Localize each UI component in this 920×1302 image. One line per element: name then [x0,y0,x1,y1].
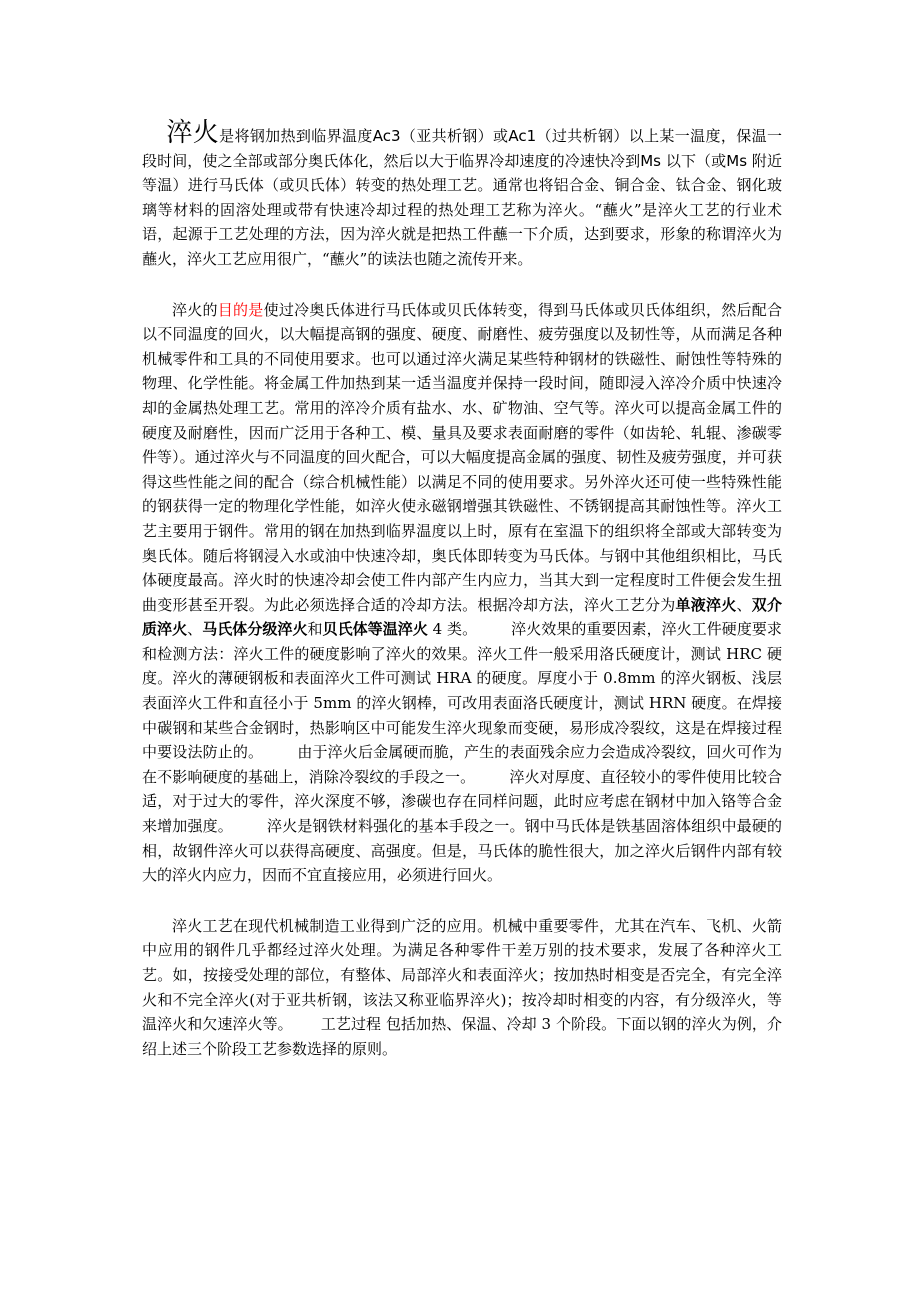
separator: 和 [307,620,323,639]
paragraph-purpose [142,298,782,888]
document-page [142,118,782,1061]
term-ac1: Ac1 [508,127,537,145]
separator: 、 [187,620,203,639]
text-run: 淬火工艺在现代机械制造工业得到广泛的应用。机械中重要零件，尤其在汽车、飞机、火箭中应用的钢件几乎都经过淬火处理。为满足各种零件干差万别的技术要求，发展了各种淬火工艺。如，按接受处理的部位，有整体、局部淬火和表面淬火；按加热时相变是否完全，有完全淬火和不完全淬火(对于亚共析钢，该法又称亚临界淬火)；按冷却时相变的内容，有分级淬火，等温淬火和欠速淬火等。 [142,916,782,1034]
bold-method: 贝氏体等温淬火 [322,620,428,639]
separator: 、 [736,595,752,614]
text-run: 工艺过程 包括加热、保温、冷却 3 个阶段。下面以钢的淬火为例，介绍上述三个阶段工艺参数选择的原则。 [142,1015,782,1058]
text-run: 淬火对厚度、直径较小的零件使用比较合适，对于过大的零件，淬火深度不够，渗碳也存在同样问题，此时应考虑在钢材中加入铬等合金来增加强度。 [142,767,782,836]
text-run: 使过冷奥氏体进行马氏体或贝氏体转变，得到马氏体或贝氏体组织，然后配合以不同温度的回火，以大幅提高钢的强度、硬度、耐磨性、疲劳强度以及韧性等，从而满足各种机械零件和工具的不同使用要求。也可以通过淬火满足某些特种钢材的铁磁性、耐蚀性等特殊的物理、化学性能。将金属工件加热到某一适当温度并保持一段时间，随即浸入淬冷介质中快速冷却的金属热处理工艺。常用的淬冷介质有盐水、水、矿物油、空气等。淬火可以提高金属工件的硬度及耐磨性，因而广泛用于各种工、模、量具及要求表面耐磨的零件（如齿轮、轧辊、渗碳零件等）。通过淬火与不同温度的回火配合，可以大幅度提高金属的强度、韧性及疲劳强度，并可获得这些性能之间的配合（综合机械性能）以满足不同的使用要求。另外淬火还可使一些特殊性能的钢获得一定的物理化学性能，如淬火使永磁钢增强其铁磁性、不锈钢提高其耐蚀性等。淬火工艺主要用于钢件。常用的钢在加热到临界温度以上时，原有在室温下的组织将全部或大部转变为奥氏体。随后将钢浸入水或油中快速冷却，奥氏体即转变为马氏体。与钢中其他组织相比，马氏体硬度最高。淬火时的快速冷却会使工件内部产生内应力，当其大到一定程度时工件便会发生扭曲变形甚至开裂。为此必须选择合适的冷却方法。根据冷却方法，淬火工艺分为 [142,300,782,614]
text-run: 是将钢加热到临界温度 [219,127,373,145]
text-run: （过共析钢）以上某一温度，保温一段时间，使之全部或部分奥氏体化，然后以大于临界冷却速度的冷速快冷到 [142,127,782,170]
text-run: 由于淬火后金属硬而脆，产生的表面残余应力会造成冷裂纹，回火可作为在不影响硬度的基础上，消除冷裂纹的手段之一。 [142,743,782,786]
term-ac3: Ac3 [372,127,401,145]
paragraph-definition [142,118,782,272]
bold-method: 马氏体分级淬火 [202,620,308,639]
text-run: 淬火是钢铁材料强化的基本手段之一。钢中马氏体是铁基固溶体组织中最硬的相，故钢件淬火可以获得高硬度、高强度。但是，马氏体的脆性很大，加之淬火后钢件内部有较大的淬火内应力，因而不宜直接应用，必须进行回火。 [142,817,782,885]
paragraph-application [142,914,782,1062]
highlight-purpose: 目的是 [217,300,264,319]
bold-method: 双介质淬火 [142,595,782,639]
bold-method: 单液淬火 [675,595,737,614]
lead-term: 淬火 [166,118,220,148]
text-run: 淬火的 [172,300,218,319]
text-run: 4 类。 [427,620,478,639]
term-ms: Ms [640,151,661,170]
term-ms: Ms [726,151,748,170]
text-run: 淬火效果的重要因素，淬火工件硬度要求和检测方法：淬火工件的硬度影响了淬火的效果。淬火工件一般采用洛氏硬度计，测试 HRC 硬度。淬火的薄硬钢板和表面淬火工件可测试 HRA 的硬度。厚度小于 0.8mm 的淬火钢板、浅层表面淬火工件和直径小于 5mm 的淬火钢棒，可改用表面洛氏硬度计，测试 HRN 硬度。在焊接中碳钢和某些合金钢时，热影响区中可能发生淬火现象而变硬，易形成冷裂纹，这是在焊接过程中要设法防止的。 [142,620,782,762]
text-run: （亚共析钢）或 [400,127,509,145]
text-run: 以下（或 [660,151,727,170]
text-run: 附近等温）进行马氏体（或贝氏体）转变的热处理工艺。通常也将铝合金、铜合金、钛合金、钢化玻璃等材料的固溶处理或带有快速冷却过程的热处理工艺称为淬火。“蘸火”是淬火工艺的行业术语，起源于工艺处理的方法，因为淬火就是把热工件蘸一下介质，达到要求，形象的称谓淬火为蘸火，淬火工艺应用很广，“蘸火”的读法也随之流传开来。 [142,151,782,268]
